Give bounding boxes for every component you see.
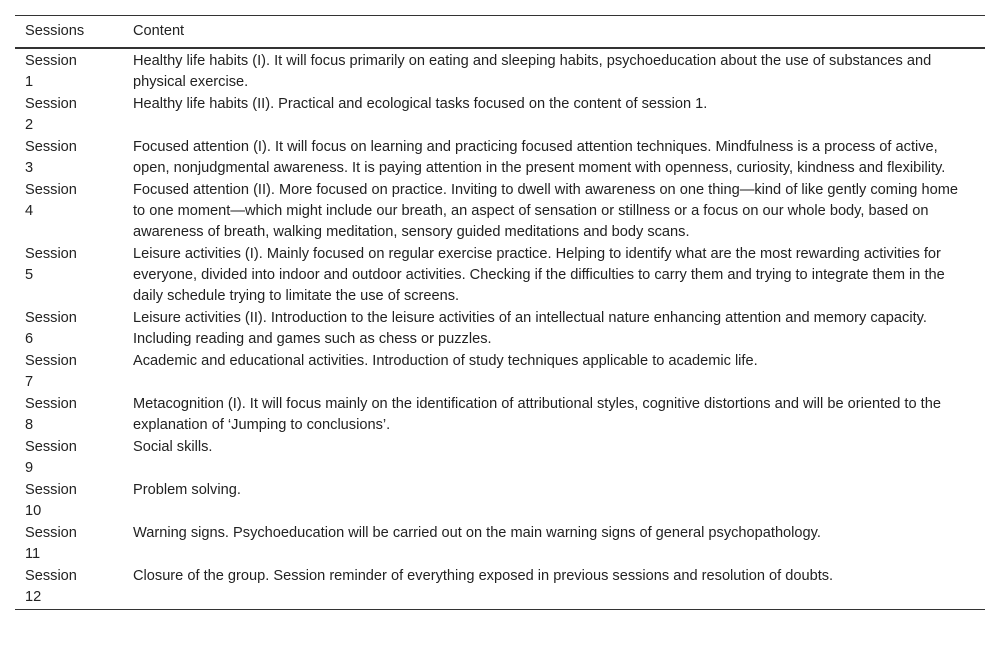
session-content: Leisure activities (I). Mainly focused on regular exercise practice. Helping to identify what are the most rewarding activities for everyone, divided into indoor and outdoor activities. Checking if the difficulties to carry them and trying to integrate them in the daily schedule trying to limitate the use of screens. — [133, 246, 945, 304]
header-sessions: Sessions — [25, 23, 85, 39]
table-row — [15, 94, 985, 137]
session-content: Social skills. — [133, 439, 213, 455]
session-label: Session 10 — [25, 482, 77, 519]
session-content: Metacognition (I). It will focus mainly on the identification of attributional styles, cognitive distortions and will be oriented to the explanation of ‘Jumping to conclusions’. — [133, 396, 941, 433]
session-content: Warning signs. Psychoeducation will be carried out on the main warning signs of general psychopathology. — [133, 525, 821, 541]
session-content: Academic and educational activities. Introduction of study techniques applicable to academic life. — [133, 353, 758, 369]
session-content: Focused attention (I). It will focus on learning and practicing focused attention techniques. Mindfulness is a process of active, open, nonjudgmental awareness. It is paying attention in the present moment with openness, curiosity, kindness and flexibility. — [133, 139, 946, 176]
session-label: Session 12 — [25, 568, 77, 605]
sessions-table — [15, 15, 985, 610]
session-content: Closure of the group. Session reminder of everything exposed in previous sessions and resolution of doubts. — [133, 568, 834, 584]
session-content: Healthy life habits (II). Practical and ecological tasks focused on the content of session 1. — [133, 96, 708, 112]
table-row — [15, 523, 985, 566]
sessions-table-container — [15, 15, 985, 610]
table-row — [15, 180, 985, 244]
session-label: Session 1 — [25, 53, 77, 90]
session-label: Session 3 — [25, 139, 77, 176]
table-row — [15, 137, 985, 180]
table-row — [15, 437, 985, 480]
header-content: Content — [133, 23, 185, 39]
session-content: Problem solving. — [133, 482, 241, 498]
session-content: Leisure activities (II). Introduction to the leisure activities of an intellectual nature enhancing attention and memory capacity. Including reading and games such as chess or puzzles. — [133, 310, 927, 347]
session-content: Focused attention (II). More focused on practice. Inviting to dwell with awareness on one thing—kind of like gently coming home to one moment—which might include our breath, an aspect of sensation or stillness or a focus on our whole body, based on awareness of breath, walking meditation, sensory guided meditations and body scans. — [133, 182, 958, 240]
session-label: Session 9 — [25, 439, 77, 476]
table-row — [15, 244, 985, 308]
table-row — [15, 48, 985, 94]
table-row — [15, 394, 985, 437]
table-row — [15, 351, 985, 394]
table-row — [15, 308, 985, 351]
session-content: Healthy life habits (I). It will focus primarily on eating and sleeping habits, psychoeducation about the use of substances and physical exercise. — [133, 53, 932, 90]
table-header-row — [15, 16, 985, 49]
session-label: Session 2 — [25, 96, 77, 133]
session-label: Session 6 — [25, 310, 77, 347]
session-label: Session 5 — [25, 246, 77, 283]
session-label: Session 7 — [25, 353, 77, 390]
session-label: Session 4 — [25, 182, 77, 219]
session-label: Session 11 — [25, 525, 77, 562]
table-row — [15, 566, 985, 610]
session-label: Session 8 — [25, 396, 77, 433]
table-row — [15, 480, 985, 523]
